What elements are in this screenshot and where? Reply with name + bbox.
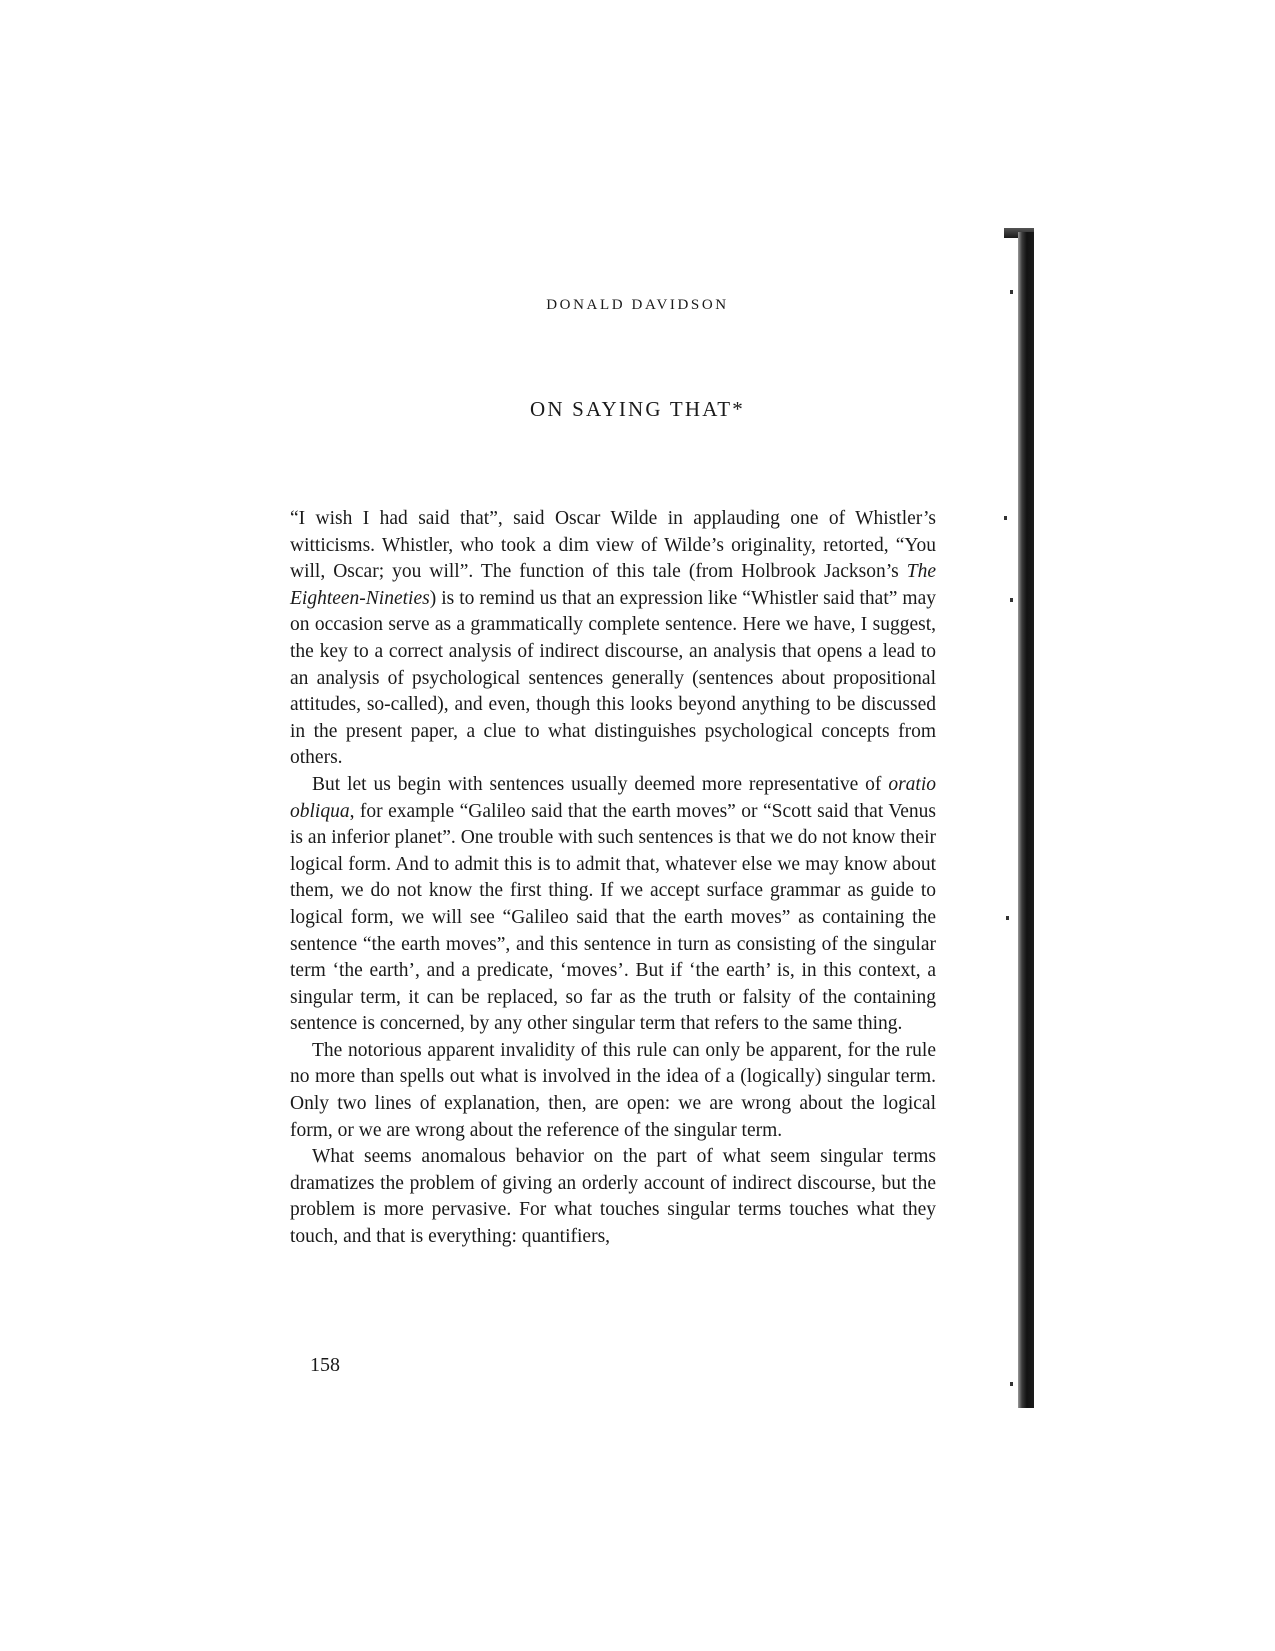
text-run: But let us begin with sentences usually deemed more representative of: [312, 773, 889, 795]
book-title-italic: The Eighteen-Nineties: [290, 561, 936, 609]
text-run: ) is to remind us that an expression like “Whistler said that” may on occasion serve as a grammatically complete sentence. Here we have, I suggest, the key to a correct analysis of indirect discourse, an analysis that opens a lead to an analysis of psychological sentences generally (sentences about propositional attitudes, so-called), and even, though this looks beyond anything to be discussed in the present paper, a clue to what distinguishes psychological concepts from others.: [290, 587, 936, 769]
paragraph: [290, 506, 936, 772]
scan-speck: [1010, 1382, 1013, 1386]
running-head-author: DONALD DAVIDSON: [546, 297, 729, 313]
text-run: “I wish I had said that”, said Oscar Wilde in applauding one of Whistler’s witticisms. Whistler, who took a dim view of Wilde’s originality, retorted, “You will, Oscar; you will”. The function of this tale (from Holbrook Jackson’s: [290, 508, 936, 583]
paragraph: [290, 1144, 936, 1250]
paragraph: [290, 772, 936, 1038]
body-text: [290, 506, 936, 1251]
scan-binding-edge: [1018, 232, 1034, 1408]
text-run: , for example “Galileo said that the earth moves” or “Scott said that Venus is an inferior planet”. One trouble with such sentences is that we do not know their logical form. And to admit this is to admit that, whatever else we may know about them, we do not know the first thing. If we accept surface grammar as guide to logical form, we will see “Galileo said that the earth moves” as containing the sentence “the earth moves”, and this sentence in turn as consisting of the singular term ‘the earth’, and a predicate, ‘moves’. But if ‘the earth’ is, in this context, a singular term, it can be replaced, so far as the truth or falsity of the containing sentence is concerned, by any other singular term that refers to the same thing.: [290, 800, 936, 1035]
latin-term-italic: oratio obliqua: [290, 773, 936, 822]
paragraph: [290, 1038, 936, 1144]
text-run: The notorious apparent invalidity of this rule can only be apparent, for the rule no more than spells out what is involved in the idea of a (logically) singular term. Only two lines of explanation, then, are open: we are wrong about the logical form, or we are wrong about the reference of the singular term.: [290, 1039, 936, 1141]
article-title: ON SAYING THAT*: [529, 397, 746, 421]
scan-speck: [1004, 516, 1007, 520]
text-run: What seems anomalous behavior on the part of what seem singular terms dramatizes the problem of giving an orderly account of indirect discourse, but the problem is more pervasive. For what touches singular terms touches what they touch, and that is everything: quantifiers,: [290, 1146, 936, 1248]
scan-speck: [1010, 598, 1013, 602]
scan-speck: [1006, 916, 1009, 920]
scan-speck: [1010, 290, 1013, 294]
page-number: 158: [310, 1354, 340, 1376]
